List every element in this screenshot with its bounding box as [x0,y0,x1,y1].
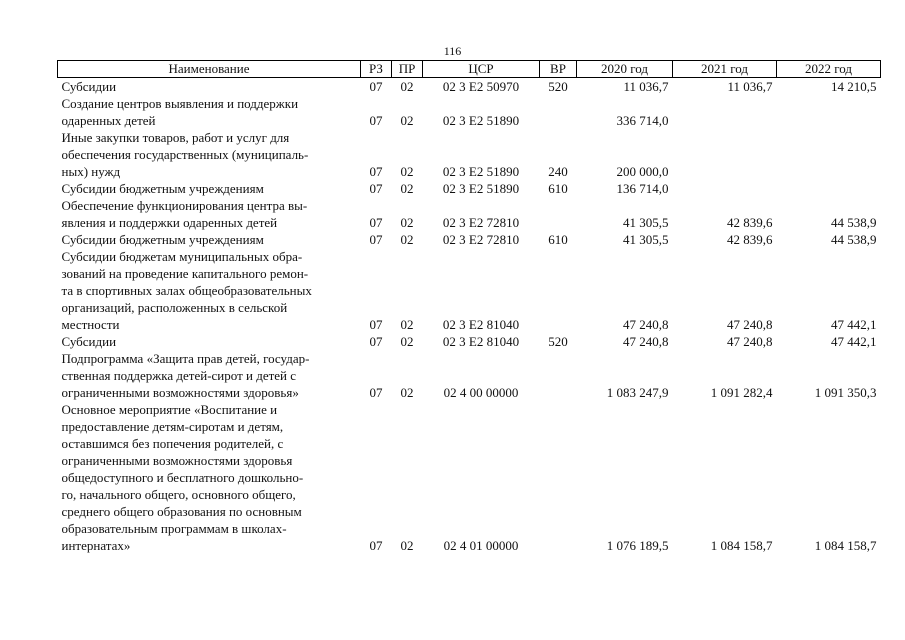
row-2021: 47 240,8 [727,334,773,349]
row-2020: 47 240,8 [623,334,669,349]
header-2021: 2021 год [673,61,777,78]
row-pr: 02 [400,79,414,94]
row-2020: 200 000,0 [616,164,669,179]
row-vr [540,350,577,401]
row-2020: 1 083 247,9 [606,385,669,400]
row-name-line: зований на проведение капитального ремон- [61,266,309,281]
row-name-line: ограниченными возможностями здоровья [61,453,293,468]
row-pr: 02 [400,215,414,230]
row-name-line: среднего общего образования по основным [61,504,302,519]
row-name-line: обеспечения государственных (муниципаль- [61,147,309,162]
row-csr: 02 3 E2 51890 [442,164,520,179]
row-2021: 42 839,6 [727,215,773,230]
row-2022: 14 210,5 [831,79,877,94]
row-name-line: го, начального общего, основного общего, [61,487,296,502]
table-body [58,78,881,555]
row-2022 [777,129,881,180]
row-csr: 02 3 E2 50970 [442,79,520,94]
table-row [58,78,881,96]
row-name-line: Субсидии бюджетным учреждениям [61,232,264,247]
row-2022: 1 091 350,3 [814,385,877,400]
row-vr [540,197,577,231]
header-2022: 2022 год [777,61,881,78]
row-rz: 07 [369,317,383,332]
row-vr: 610 [548,181,568,196]
header-pr: ПР [392,61,423,78]
row-2022 [777,180,881,197]
row-name-line: одаренных детей [61,113,156,128]
row-csr: 02 3 E2 72810 [442,232,520,247]
header-name: Наименование [58,61,361,78]
header-vr: ВР [540,61,577,78]
row-vr: 610 [548,232,568,247]
row-name [58,248,361,333]
row-csr: 02 3 E2 51890 [442,181,520,196]
row-name-line: общедоступного и бесплатного дошкольно- [61,470,304,485]
row-pr: 02 [400,181,414,196]
row-rz: 07 [369,538,383,553]
row-2020: 1 076 189,5 [606,538,669,553]
row-rz: 07 [369,215,383,230]
row-2022: 44 538,9 [831,232,877,247]
row-2020: 47 240,8 [623,317,669,332]
row-name [58,129,361,180]
row-vr: 520 [548,334,568,349]
row-2022: 1 084 158,7 [814,538,877,553]
row-rz: 07 [369,334,383,349]
row-vr [540,95,577,129]
row-name-line: Создание центров выявления и поддержки [61,96,299,111]
row-2021: 1 084 158,7 [710,538,773,553]
row-name-line: оставшимся без попечения родителей, с [61,436,284,451]
row-name-line: ных) нужд [61,164,121,179]
row-2021: 42 839,6 [727,232,773,247]
table-row [58,95,881,129]
row-name-line: Обеспечение функционирования центра вы- [61,198,308,213]
row-name [58,78,361,96]
row-2021: 1 091 282,4 [710,385,773,400]
row-2021: 11 036,7 [727,79,773,94]
row-name [58,95,361,129]
table-row [58,197,881,231]
row-name-line: интернатах» [61,538,131,553]
table-row [58,129,881,180]
row-2022: 47 442,1 [831,334,877,349]
row-name-line: ограниченными возможностями здоровья» [61,385,299,400]
row-name-line: Подпрограмма «Защита прав детей, государ- [61,351,310,366]
row-name [58,333,361,350]
row-rz: 07 [369,181,383,196]
row-2020: 136 714,0 [616,181,669,196]
table-row [58,333,881,350]
row-csr: 02 3 E2 72810 [442,215,520,230]
row-rz: 07 [369,113,383,128]
row-pr: 02 [400,538,414,553]
budget-table [57,60,881,554]
row-2020: 336 714,0 [616,113,669,128]
row-name [58,180,361,197]
table-header-row [58,61,881,78]
row-name-line: Субсидии [61,79,117,94]
row-name-line: Субсидии бюджетам муниципальных обра- [61,249,303,264]
table-row [58,350,881,401]
row-name [58,350,361,401]
row-pr: 02 [400,317,414,332]
header-2020: 2020 год [577,61,673,78]
row-csr: 02 3 E2 81040 [442,317,520,332]
table-row [58,401,881,554]
row-vr [540,248,577,333]
row-name-line: местности [61,317,120,332]
row-2021 [673,129,777,180]
row-csr: 02 3 E2 81040 [442,334,520,349]
row-pr: 02 [400,113,414,128]
row-name [58,197,361,231]
row-rz: 07 [369,164,383,179]
row-name-line: предоставление детям-сиротам и детям, [61,419,284,434]
row-2021: 47 240,8 [727,317,773,332]
row-2021 [673,95,777,129]
header-csr: ЦСР [423,61,540,78]
row-name-line: Субсидии бюджетным учреждениям [61,181,264,196]
row-2020: 41 305,5 [623,215,669,230]
row-name-line: Иные закупки товаров, работ и услуг для [61,130,290,145]
row-pr: 02 [400,164,414,179]
row-name-line: явления и поддержки одаренных детей [61,215,278,230]
row-2022 [777,95,881,129]
row-2020: 11 036,7 [623,79,669,94]
row-2022: 44 538,9 [831,215,877,230]
row-rz: 07 [369,385,383,400]
row-vr: 240 [548,164,568,179]
row-rz: 07 [369,79,383,94]
table-row [58,248,881,333]
row-2020: 41 305,5 [623,232,669,247]
row-vr: 520 [548,79,568,94]
row-name-line: организаций, расположенных в сельской [61,300,288,315]
row-name [58,231,361,248]
row-pr: 02 [400,385,414,400]
row-pr: 02 [400,232,414,247]
header-rz: РЗ [361,61,392,78]
row-name-line: образовательным программам в школах- [61,521,287,536]
table-row [58,231,881,248]
row-name [58,401,361,554]
row-2021 [673,180,777,197]
row-pr: 02 [400,334,414,349]
row-vr [540,401,577,554]
row-name-line: та в спортивных залах общеобразовательных [61,283,312,298]
row-rz: 07 [369,232,383,247]
row-name-line: Основное мероприятие «Воспитание и [61,402,278,417]
table-row [58,180,881,197]
row-2022: 47 442,1 [831,317,877,332]
page-number: 116 [443,44,462,58]
row-csr: 02 4 01 00000 [443,538,519,553]
row-name-line: ственная поддержка детей-сирот и детей с [61,368,297,383]
row-csr: 02 4 00 00000 [443,385,519,400]
row-csr: 02 3 E2 51890 [442,113,520,128]
row-name-line: Субсидии [61,334,117,349]
